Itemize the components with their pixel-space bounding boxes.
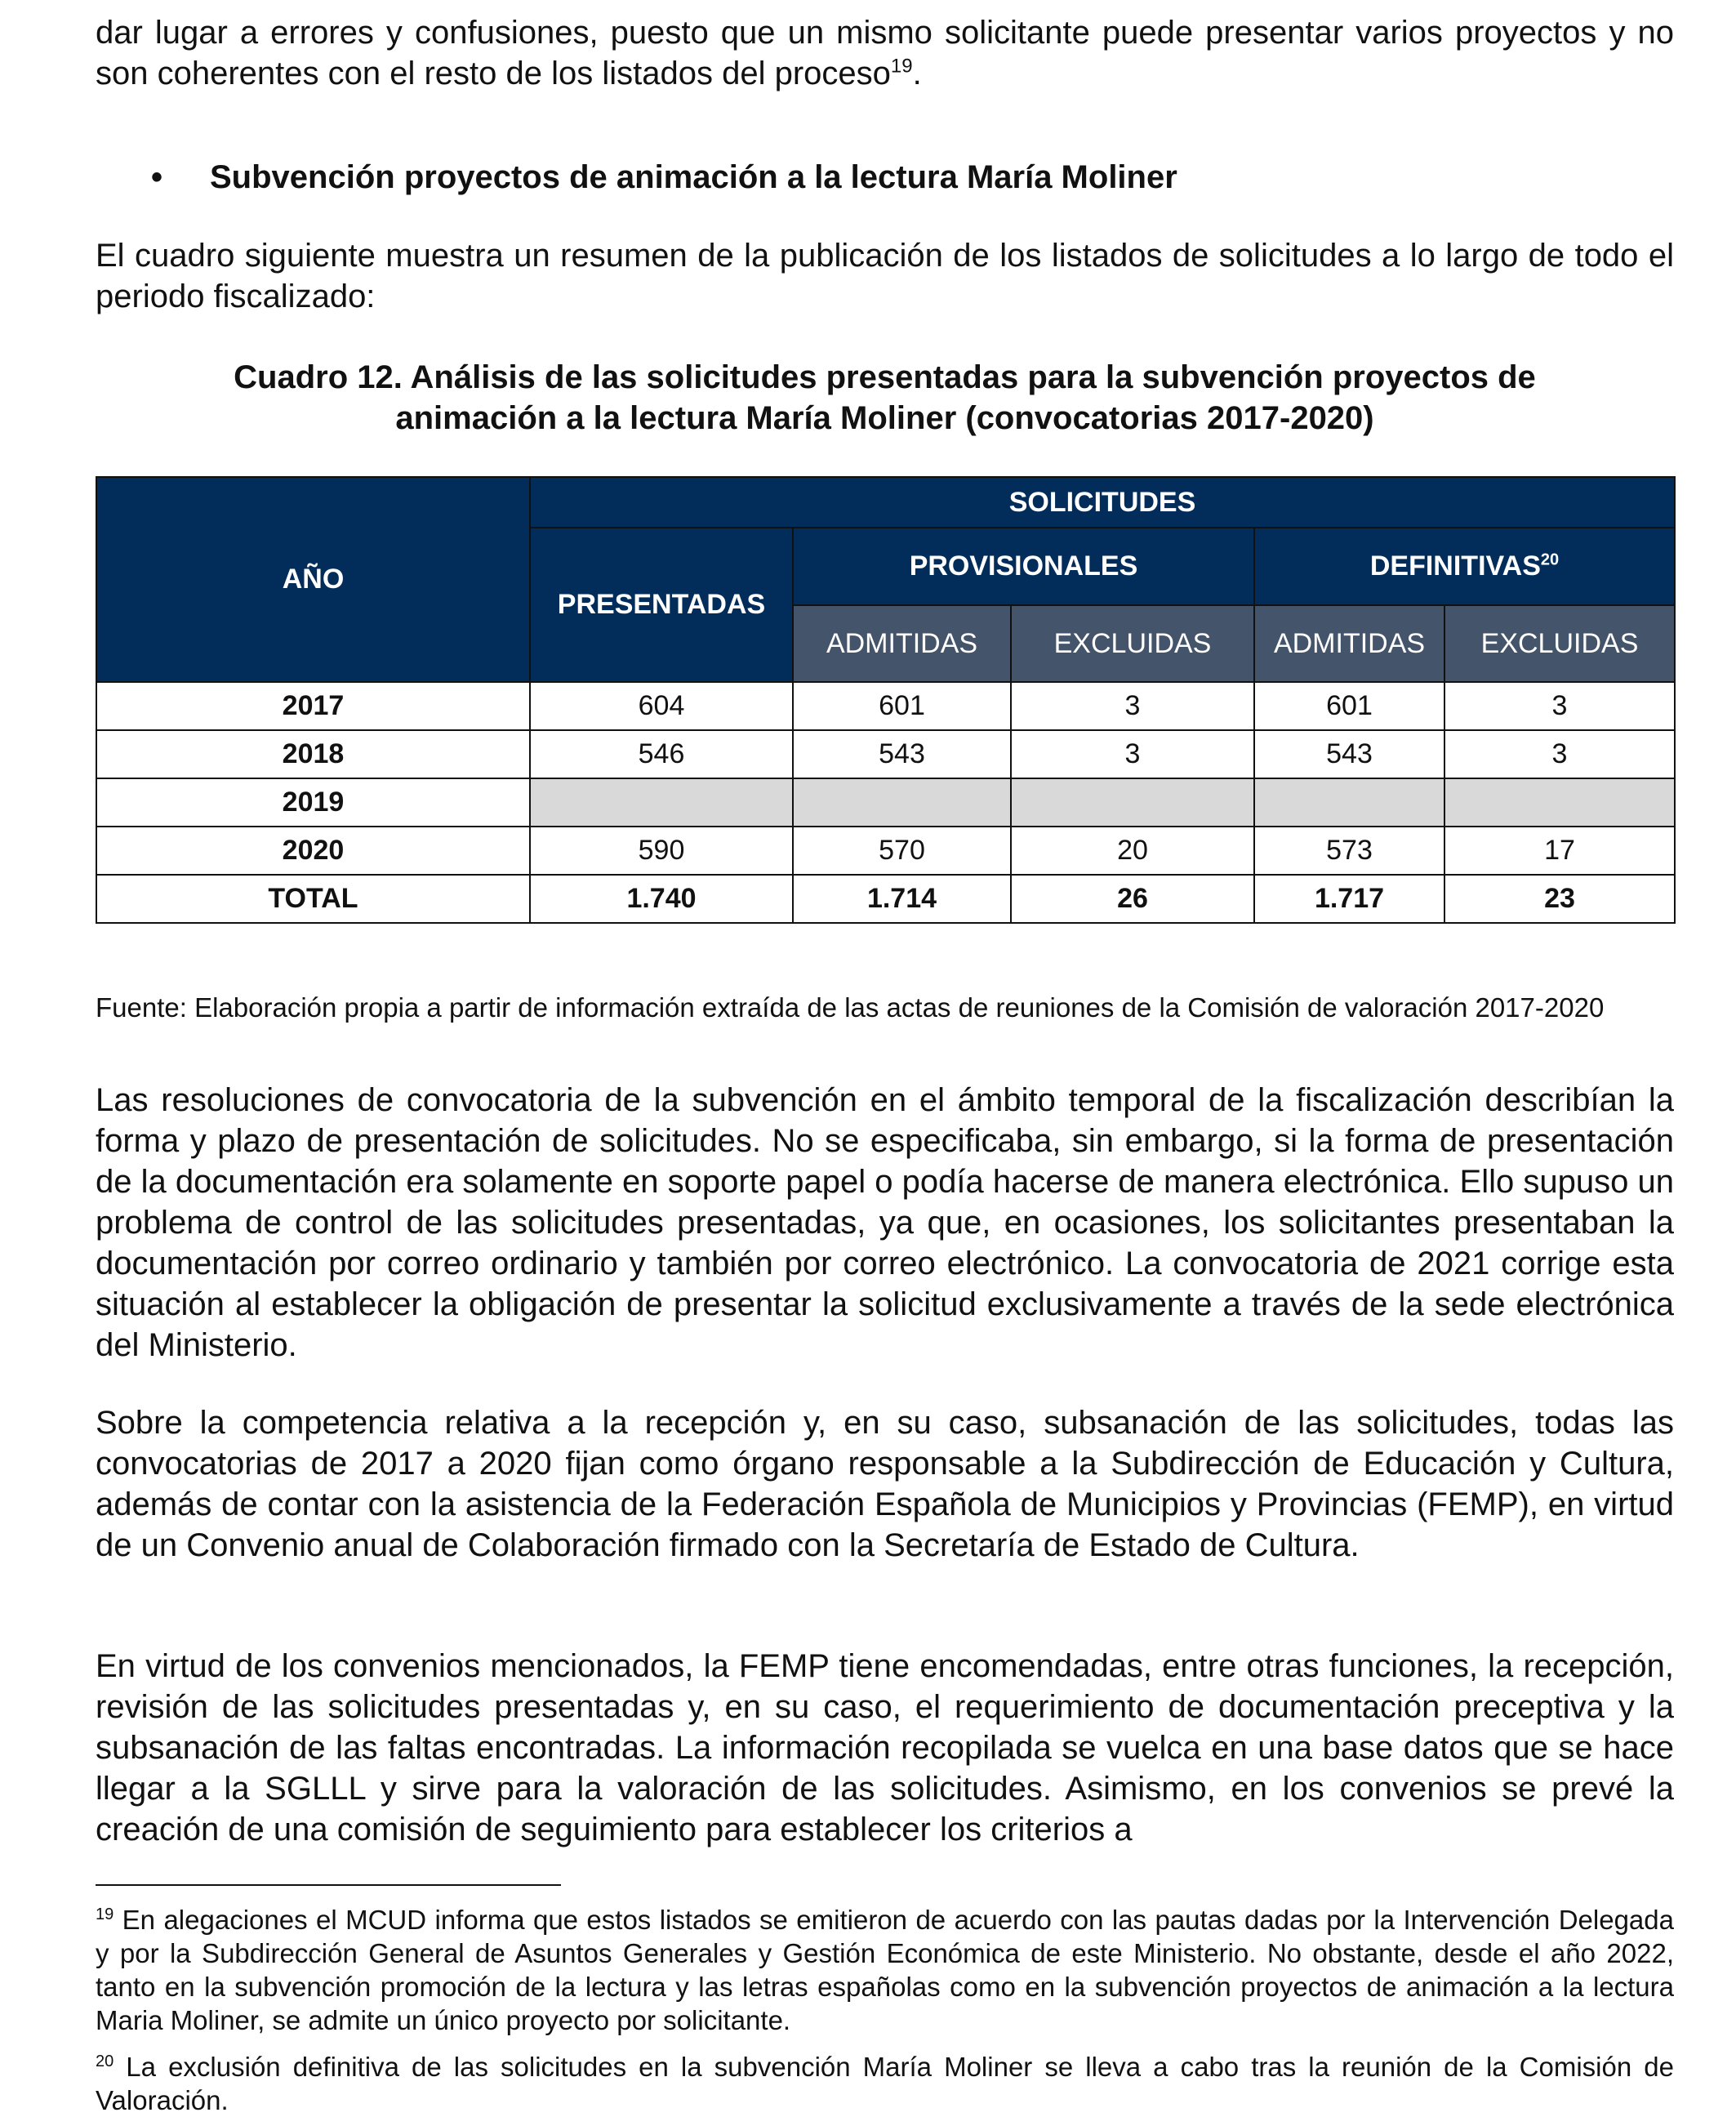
footnote-number: 20: [96, 2052, 114, 2070]
summary-paragraph: El cuadro siguiente muestra un resumen de la publicación de los listados de solicitudes a lo largo de todo el periodo fiscalizado:: [96, 238, 1674, 314]
body-paragraph-1: Las resoluciones de convocatoria de la subvención en el ámbito temporal de la fiscalización describían la forma y plazo de presentación de solicitudes. No se especificaba, sin embargo, si la forma de presentación de la documentación era solamente en soporte papel o podía hacerse de manera electrónica. Ello supuso un problema de control de las solicitudes presentadas, ya que, en ocasiones, los solicitantes presentaban la documentación por correo ordinario y también por correo electrónico. La convocatoria de 2021 corrige esta situación al establecer la obligación de presentar la solicitud exclusivamente a través de la sede electrónica del Ministerio.: [96, 1082, 1674, 1363]
intro-text: dar lugar a errores y confusiones, puesto que un mismo solicitante puede presentar varios proyectos y no son coherentes con el resto de los listados del proceso: [96, 15, 1674, 91]
cell-def-admitidas: 543: [1254, 730, 1444, 778]
header-presentadas-label: PRESENTADAS: [557, 589, 766, 620]
cell-presentadas: 604: [530, 682, 793, 730]
header-definitivas-label: DEFINITIVAS: [1369, 550, 1541, 582]
table-row: [96, 827, 1675, 875]
cell-prov-admitidas: 543: [793, 730, 1011, 778]
cell-presentadas: 590: [530, 827, 793, 875]
header-prov-admitidas: ADMITIDAS: [793, 605, 1011, 682]
cell-def-excluidas: 17: [1444, 827, 1675, 875]
caption-line-1: Cuadro 12. Análisis de las solicitudes presentadas para la subvención proyectos de: [234, 359, 1536, 395]
cell-prov-excluidas: 20: [1011, 827, 1254, 875]
table-total-row: [96, 875, 1675, 923]
caption-line-2: animación a la lectura María Moliner (convocatorias 2017-2020): [395, 400, 1374, 436]
header-solicitudes: SOLICITUDES: [530, 477, 1675, 528]
cell-empty: [793, 778, 1011, 827]
header-provisionales: PROVISIONALES: [793, 528, 1254, 605]
cell-prov-admitidas: 601: [793, 682, 1011, 730]
cell-prov-excluidas: 26: [1011, 875, 1254, 923]
table-row: [96, 730, 1675, 778]
header-prov-excluidas: EXCLUIDAS: [1011, 605, 1254, 682]
cell-prov-admitidas: 570: [793, 827, 1011, 875]
table-row: [96, 778, 1675, 827]
cell-empty: [1444, 778, 1675, 827]
intro-paragraph: [96, 12, 1674, 94]
footnote-ref-19[interactable]: 19: [890, 55, 913, 78]
cell-prov-excluidas: 3: [1011, 682, 1254, 730]
footnote-ref-20[interactable]: 20: [1540, 550, 1560, 569]
cell-prov-excluidas: 3: [1011, 730, 1254, 778]
footnote-text: La exclusión definitiva de las solicitudes en la subvención María Moliner se lleva a cabo tras la reunión de la Comisión de Valoración.: [96, 2052, 1674, 2115]
cell-presentadas: 1.740: [530, 875, 793, 923]
table-caption: [96, 357, 1674, 439]
cell-empty: [1011, 778, 1254, 827]
cell-year: 2018: [96, 730, 530, 778]
cell-def-excluidas: 3: [1444, 730, 1675, 778]
footnote-number: 19: [96, 1905, 114, 1923]
footnote-text: En alegaciones el MCUD informa que estos listados se emitieron de acuerdo con las pautas dadas por la Intervención Delegada y por la Subdirección General de Asuntos Generales y Gestión Económica de este Ministerio. No obstante, desde el año 2022, tanto en la subvención promoción de la lectura y las letras españolas como en la subvención proyectos de animación a la lectura Maria Moliner, se admite un único proyecto por solicitante.: [96, 1905, 1674, 2035]
cell-year: 2019: [96, 778, 530, 827]
footnote-separator: [96, 1884, 561, 1886]
section-heading: Subvención proyectos de animación a la lectura María Moliner: [210, 159, 1177, 195]
footnote-19: [96, 1903, 1674, 2037]
cell-empty: [530, 778, 793, 827]
header-definitivas: [1254, 528, 1675, 605]
cell-presentadas: 546: [530, 730, 793, 778]
cell-prov-admitidas: 1.714: [793, 875, 1011, 923]
body-paragraph-2: Sobre la competencia relativa a la recepción y, en su caso, subsanación de las solicitudes, todas las convocatorias de 2017 a 2020 fijan como órgano responsable a la Subdirección de Educación y Cultura, además de contar con la asistencia de la Federación Española de Municipios y Provincias (FEMP), en virtud de un Convenio anual de Colaboración firmado con la Secretaría de Estado de Cultura.: [96, 1405, 1674, 1563]
header-presentadas: [530, 528, 793, 682]
cell-def-admitidas: 573: [1254, 827, 1444, 875]
cell-year: 2017: [96, 682, 530, 730]
header-def-excluidas: EXCLUIDAS: [1444, 605, 1675, 682]
cell-total-label: TOTAL: [96, 875, 530, 923]
bullet-icon: •: [151, 159, 163, 195]
cell-def-admitidas: 601: [1254, 682, 1444, 730]
cell-def-excluidas: 3: [1444, 682, 1675, 730]
solicitudes-table: [96, 476, 1676, 924]
header-year: AÑO: [96, 477, 530, 682]
table-row: [96, 682, 1675, 730]
header-def-admitidas: ADMITIDAS: [1254, 605, 1444, 682]
cell-def-admitidas: 1.717: [1254, 875, 1444, 923]
footnote-20: [96, 2050, 1674, 2117]
cell-def-excluidas: 23: [1444, 875, 1675, 923]
intro-end: .: [912, 56, 922, 91]
table-source: Fuente: Elaboración propia a partir de información extraída de las actas de reuniones de la Comisión de valoración 2017-2020: [96, 992, 1605, 1023]
cell-year: 2020: [96, 827, 530, 875]
cell-empty: [1254, 778, 1444, 827]
body-paragraph-3: En virtud de los convenios mencionados, la FEMP tiene encomendadas, entre otras funciones, la recepción, revisión de las solicitudes presentadas y, en su caso, el requerimiento de documentación preceptiva y la subsanación de las faltas encontradas. La información recopilada se vuelca en una base datos que se hace llegar a la SGLLL y sirve para la valoración de las solicitudes. Asimismo, en los convenios se prevé la creación de una comisión de seguimiento para establecer los criterios a: [96, 1648, 1674, 1847]
